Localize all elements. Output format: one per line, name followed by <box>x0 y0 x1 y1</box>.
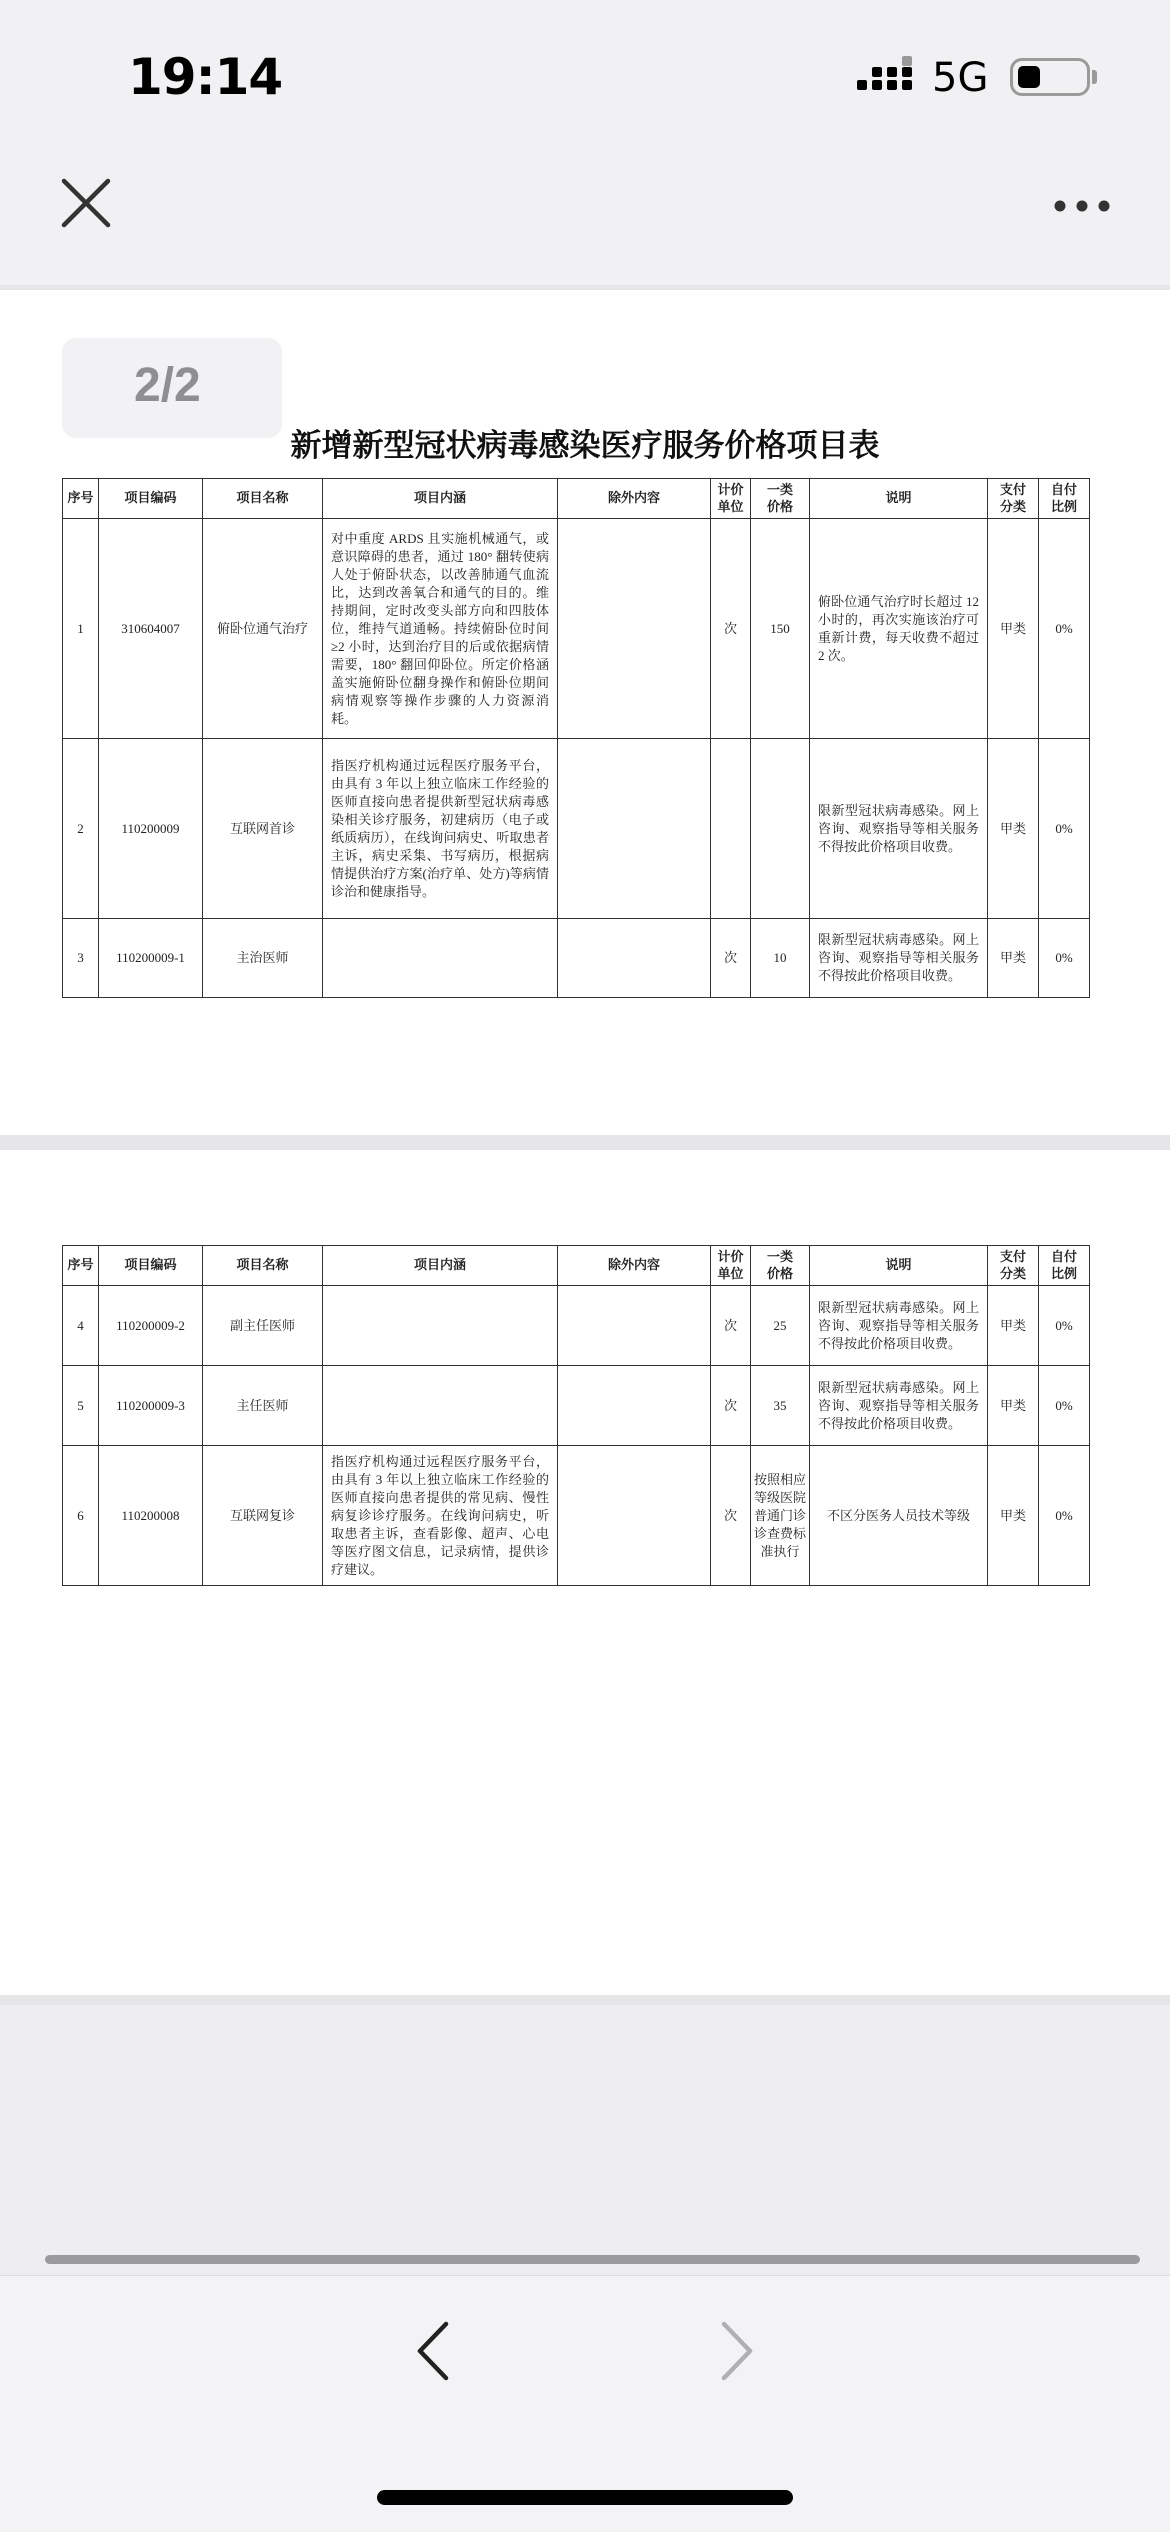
cell-name: 副主任医师 <box>203 1286 323 1366</box>
table-header-row <box>63 479 1090 519</box>
cell-note: 限新型冠状病毒感染。网上咨询、观察指导等相关服务不得按此价格项目收费。 <box>810 739 988 919</box>
cell-content: 对中重度 ARDS 且实施机械通气，或意识障碍的患者，通过 180° 翻转使病人处于俯卧状态，以改善肺通气血流比，达到改善氧合和通气的目的。维持期间，定时改变头部方向和四肢体位，维持气道通畅。持续俯卧位时间≥2 小时，达到治疗目的后或依据病情需要，180° 翻回仰卧位。所定价格涵盖实施俯卧位翻身操作和俯卧位期间病情观察等操作步骤的人力资源消耗。 <box>323 519 558 739</box>
cell-no: 4 <box>63 1286 99 1366</box>
page-indicator <box>62 338 282 438</box>
price-table-page-2 <box>62 1245 1090 1586</box>
cell-note: 不区分医务人员技术等级 <box>810 1446 988 1586</box>
cell-unit: 次 <box>711 919 751 998</box>
cell-name: 主任医师 <box>203 1366 323 1446</box>
cell-code: 110200009-3 <box>99 1366 203 1446</box>
header-unit: 计价 单位 <box>711 479 751 519</box>
cell-content <box>323 1366 558 1446</box>
header-content: 项目内涵 <box>323 1246 558 1286</box>
cell-price: 10 <box>751 919 810 998</box>
cell-name: 俯卧位通气治疗 <box>203 519 323 739</box>
cell-price: 25 <box>751 1286 810 1366</box>
cell-name: 互联网复诊 <box>203 1446 323 1586</box>
cell-price: 35 <box>751 1366 810 1446</box>
cell-self-ratio: 0% <box>1039 1446 1090 1586</box>
battery-tip <box>1092 70 1097 84</box>
header-price: 一类 价格 <box>751 479 810 519</box>
cell-content <box>323 1286 558 1366</box>
cell-code: 110200009-2 <box>99 1286 203 1366</box>
cell-no: 1 <box>63 519 99 739</box>
cell-self-ratio: 0% <box>1039 519 1090 739</box>
header-pay-class: 支付 分类 <box>988 479 1039 519</box>
home-indicator <box>377 2490 793 2505</box>
header-name: 项目名称 <box>203 479 323 519</box>
cell-unit <box>711 739 751 919</box>
cell-self-ratio: 0% <box>1039 919 1090 998</box>
cell-note: 限新型冠状病毒感染。网上咨询、观察指导等相关服务不得按此价格项目收费。 <box>810 1366 988 1446</box>
cellular-signal-icon <box>855 56 915 96</box>
header-content: 项目内涵 <box>323 479 558 519</box>
cell-unit: 次 <box>711 1286 751 1366</box>
cell-no: 5 <box>63 1366 99 1446</box>
cell-name: 主治医师 <box>203 919 323 998</box>
header-excluded: 除外内容 <box>558 479 711 519</box>
document-title: 新增新型冠状病毒感染医疗服务价格项目表 <box>290 428 880 464</box>
header-self-ratio: 自付 比例 <box>1039 1246 1090 1286</box>
cell-price <box>751 739 810 919</box>
cell-note: 限新型冠状病毒感染。网上咨询、观察指导等相关服务不得按此价格项目收费。 <box>810 1286 988 1366</box>
price-table-page-1 <box>62 478 1090 998</box>
header-name: 项目名称 <box>203 1246 323 1286</box>
cell-price: 按照相应等级医院普通门诊诊查费标准执行 <box>751 1446 810 1586</box>
horizontal-scrollbar[interactable] <box>45 2255 1140 2264</box>
cell-unit: 次 <box>711 1366 751 1446</box>
header-code: 项目编码 <box>99 479 203 519</box>
battery-icon <box>1010 58 1090 96</box>
cell-pay-class: 甲类 <box>988 1366 1039 1446</box>
cell-content: 指医疗机构通过远程医疗服务平台，由具有 3 年以上独立临床工作经验的医师直接向患者提供的常见病、慢性病复诊诊疗服务。在线询问病史，听取患者主诉，查看影像、超声、心电等医疗图文信息，记录病情，提供诊疗建议。 <box>323 1446 558 1586</box>
cell-pay-class: 甲类 <box>988 919 1039 998</box>
cell-excluded <box>558 1366 711 1446</box>
header-price: 一类 价格 <box>751 1246 810 1286</box>
cell-code: 110200008 <box>99 1446 203 1586</box>
cell-unit: 次 <box>711 1446 751 1586</box>
cell-code: 110200009-1 <box>99 919 203 998</box>
cell-self-ratio: 0% <box>1039 1366 1090 1446</box>
cell-content: 指医疗机构通过远程医疗服务平台，由具有 3 年以上独立临床工作经验的医师直接向患者提供新型冠状病毒感染相关诊疗服务，初建病历（电子或纸质病历），在线询问病史、听取患者主诉，病史采集、书写病历，根据病情提供治疗方案(治疗单、处方)等病情诊治和健康指导。 <box>323 739 558 919</box>
header-no: 序号 <box>63 479 99 519</box>
cell-content <box>323 919 558 998</box>
header-note: 说明 <box>810 1246 988 1286</box>
header-pay-class: 支付 分类 <box>988 1246 1039 1286</box>
more-icon[interactable] <box>1050 188 1114 224</box>
cell-no: 3 <box>63 919 99 998</box>
cell-excluded <box>558 1446 711 1586</box>
cell-price: 150 <box>751 519 810 739</box>
table-row <box>63 919 1090 998</box>
table-row <box>63 519 1090 739</box>
cell-pay-class: 甲类 <box>988 739 1039 919</box>
cell-note: 限新型冠状病毒感染。网上咨询、观察指导等相关服务不得按此价格项目收费。 <box>810 919 988 998</box>
table-row <box>63 1446 1090 1586</box>
page-indicator-label: 2/2 <box>134 359 201 412</box>
cell-code: 110200009 <box>99 739 203 919</box>
network-type-label: 5G <box>932 55 989 101</box>
header-no: 序号 <box>63 1246 99 1286</box>
close-icon[interactable] <box>58 175 114 231</box>
chevron-right-icon[interactable] <box>712 2318 762 2384</box>
table-row <box>63 1286 1090 1366</box>
cell-unit: 次 <box>711 519 751 739</box>
cell-note: 俯卧位通气治疗时长超过 12 小时的，再次实施该治疗可重新计费，每天收费不超过 2 次。 <box>810 519 988 739</box>
cell-code: 310604007 <box>99 519 203 739</box>
header-code: 项目编码 <box>99 1246 203 1286</box>
cell-pay-class: 甲类 <box>988 1286 1039 1366</box>
cell-excluded <box>558 739 711 919</box>
cell-self-ratio: 0% <box>1039 1286 1090 1366</box>
table-row <box>63 1366 1090 1446</box>
cell-no: 2 <box>63 739 99 919</box>
status-time: 19:14 <box>128 48 283 106</box>
cell-pay-class: 甲类 <box>988 1446 1039 1586</box>
cell-excluded <box>558 519 711 739</box>
cell-no: 6 <box>63 1446 99 1586</box>
cell-excluded <box>558 919 711 998</box>
cell-name: 互联网首诊 <box>203 739 323 919</box>
cell-self-ratio: 0% <box>1039 739 1090 919</box>
nav-bar <box>0 150 1170 285</box>
cell-pay-class: 甲类 <box>988 519 1039 739</box>
battery-level <box>1018 66 1040 88</box>
table-header-row <box>63 1246 1090 1286</box>
header-unit: 计价 单位 <box>711 1246 751 1286</box>
header-note: 说明 <box>810 479 988 519</box>
table-row <box>63 739 1090 919</box>
header-self-ratio: 自付 比例 <box>1039 479 1090 519</box>
header-excluded: 除外内容 <box>558 1246 711 1286</box>
chevron-left-icon[interactable] <box>408 2318 458 2384</box>
cell-excluded <box>558 1286 711 1366</box>
